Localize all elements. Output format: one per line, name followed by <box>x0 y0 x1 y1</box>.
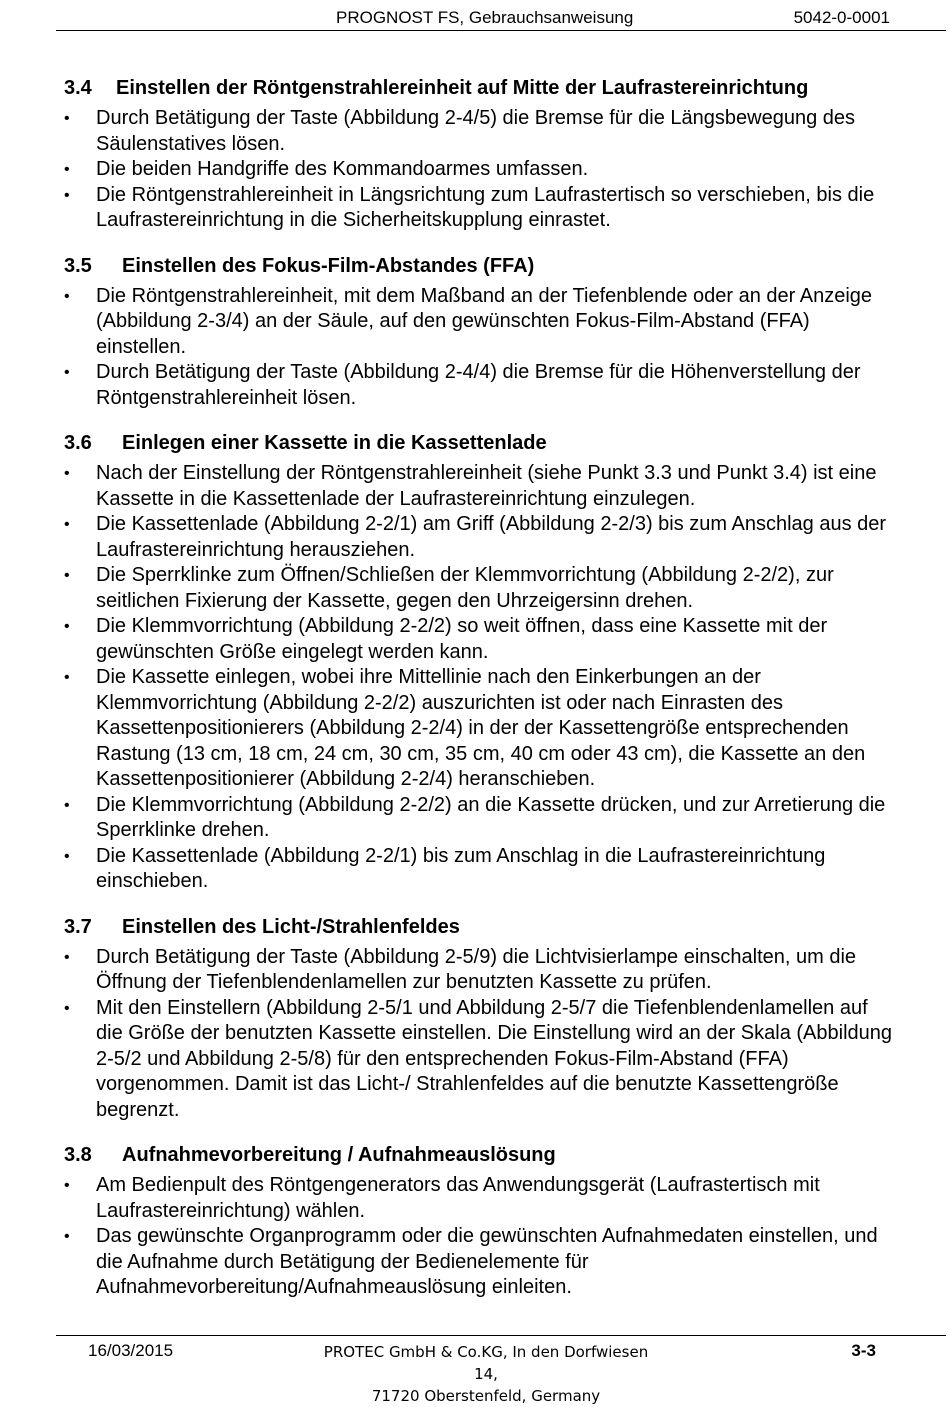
list-item: • Nach der Einstellung der Röntgenstrahlereinheit (siehe Punkt 3.3 und Punkt 3.4) ist eine Kassette in die Kassettenlade der Laufrastereinrichtung einzulegen. <box>64 461 892 512</box>
section-heading <box>64 254 892 278</box>
list-item: • Die Kassettenlade (Abbildung 2-2/1) am Griff (Abbildung 2-2/3) bis zum Anschlag aus der Laufrastereinrichtung herausziehen. <box>64 512 892 563</box>
bullet-list <box>64 461 892 895</box>
section-title: Einstellen des Fokus-Film-Abstandes (FFA) <box>122 254 535 277</box>
section-3-6 <box>64 431 892 895</box>
section-3-7 <box>64 915 892 1124</box>
list-item: • Die Röntgenstrahlereinheit, mit dem Maßband an der Tiefenblende oder an der Anzeige (Abbildung 2-3/4) an der Säule, auf den gewünschten Fokus-Film-Abstand (FFA) einstellen. <box>64 284 892 361</box>
list-item: • Mit den Einstellern (Abbildung 2-5/1 und Abbildung 2-5/7 die Tiefenblendenlamellen auf die Größe der benutzten Kassette einstellen. Die Einstellung wird an der Skala (Abbildung 2-5/2 und Abbildung 2-5/8) für den entsprechenden Fokus-Film-Abstand (FFA) vorgenommen. Damit ist das Licht-/ Strahlenfeldes auf die benutzte Kassettengröße begrenzt. <box>64 996 892 1124</box>
list-item: • Durch Betätigung der Taste (Abbildung 2-4/5) die Bremse für die Längsbewegung des Säulenstatives lösen. <box>64 106 892 157</box>
bullet-list <box>64 106 892 234</box>
section-number: 3.6 <box>64 432 92 454</box>
company-address-line-2: 71720 Oberstenfeld, Germany <box>371 1387 601 1405</box>
footer-date: 16/03/2015 <box>88 1341 174 1360</box>
list-item: • Durch Betätigung der Taste (Abbildung 2-5/9) die Lichtvisierlampe einschalten, um die Öffnung der Tiefenblendenlamellen zur benutzten Kassette zu prüfen. <box>64 945 892 996</box>
list-item: • Die Sperrklinke zum Öffnen/Schließen der Klemmvorrichtung (Abbildung 2-2/2), zur seitlichen Fixierung der Kassette, gegen den Uhrzeigersinn drehen. <box>64 563 892 614</box>
page-content <box>64 76 892 1321</box>
section-number: 3.8 <box>64 1144 92 1166</box>
section-title: Einlegen einer Kassette in die Kassettenlade <box>122 432 547 454</box>
section-title: Einstellen des Licht-/Strahlenfeldes <box>122 915 460 938</box>
company-address-line-1: PROTEC GmbH & Co.KG, In den Dorfwiesen 14, <box>323 1343 649 1383</box>
page-header <box>56 6 946 31</box>
list-item: • Die Kassette einlegen, wobei ihre Mittellinie nach den Einkerbungen an der Klemmvorrichtung (Abbildung 2-2/2) auszurichten ist oder nach Einrasten des Kassettenpositionierers (Abbildung 2-2/4) in der der Kassettengröße entsprechenden Rastung (13 cm, 18 cm, 24 cm, 30 cm, 35 cm, 40 cm oder 43 cm), die Kassette an den Kassettenpositionierer (Abbildung 2-2/4) heranschieben. <box>64 665 892 793</box>
section-3-5 <box>64 254 892 412</box>
section-heading <box>64 1143 892 1167</box>
section-heading <box>64 431 892 455</box>
bullet-list <box>64 945 892 1124</box>
document-number: 5042-0-0001 <box>793 8 890 27</box>
bullet-list <box>64 284 892 412</box>
section-heading <box>64 76 892 100</box>
section-3-4 <box>64 76 892 234</box>
list-item: • Die Kassettenlade (Abbildung 2-2/1) bis zum Anschlag in die Laufrastereinrichtung einschieben. <box>64 844 892 895</box>
section-number: 3.4 <box>64 77 92 99</box>
document-title: PROGNOST FS, Gebrauchsanweisung <box>336 8 634 27</box>
bullet-list <box>64 1173 892 1301</box>
section-title: Einstellen der Röntgenstrahlereinheit auf Mitte der Laufrastereinrichtung <box>116 77 809 99</box>
footer-company <box>316 1341 656 1407</box>
section-number: 3.5 <box>64 254 92 277</box>
list-item: • Durch Betätigung der Taste (Abbildung 2-4/4) die Bremse für die Höhenverstellung der Röntgenstrahlereinheit lösen. <box>64 360 892 411</box>
section-heading <box>64 915 892 939</box>
list-item: • Die beiden Handgriffe des Kommandoarmes umfassen. <box>64 157 892 183</box>
section-title: Aufnahmevorbereitung / Aufnahmeauslösung <box>122 1144 556 1166</box>
list-item: • Das gewünschte Organprogramm oder die gewünschten Aufnahmedaten einstellen, und die Aufnahme durch Betätigung der Bedienelemente für Aufnahmevorbereitung/Aufnahmeauslösung einleiten. <box>64 1224 892 1301</box>
list-item: • Am Bedienpult des Röntgengenerators das Anwendungsgerät (Laufrastertisch mit Laufrastereinrichtung) wählen. <box>64 1173 892 1224</box>
section-number: 3.7 <box>64 915 92 938</box>
list-item: • Die Klemmvorrichtung (Abbildung 2-2/2) so weit öffnen, dass eine Kassette mit der gewünschten Größe eingelegt werden kann. <box>64 614 892 665</box>
page-footer <box>56 1335 946 1405</box>
list-item: • Die Klemmvorrichtung (Abbildung 2-2/2) an die Kassette drücken, und zur Arretierung die Sperrklinke drehen. <box>64 793 892 844</box>
section-3-8 <box>64 1143 892 1301</box>
list-item: • Die Röntgenstrahlereinheit in Längsrichtung zum Laufrastertisch so verschieben, bis die Laufrastereinrichtung in die Sicherheitskupplung einrastet. <box>64 183 892 234</box>
page-number: 3-3 <box>851 1341 876 1360</box>
